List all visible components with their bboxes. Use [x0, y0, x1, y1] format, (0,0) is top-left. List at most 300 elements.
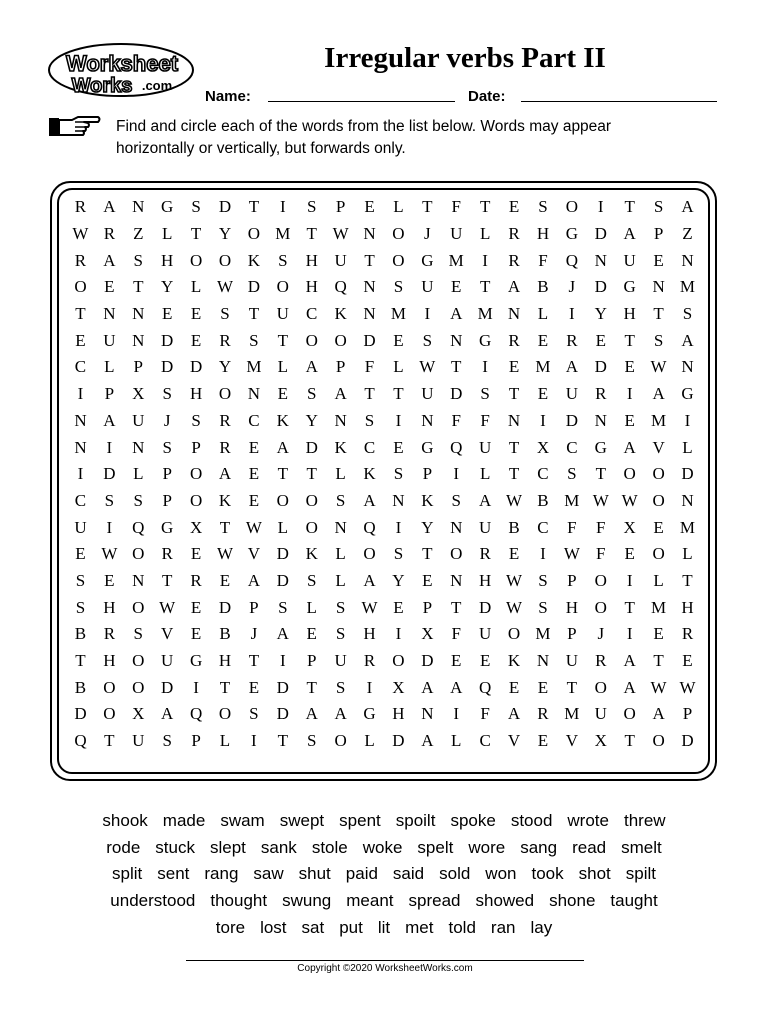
grid-letter[interactable]: E [479, 651, 491, 671]
grid-letter[interactable]: E [190, 624, 202, 644]
grid-letter[interactable]: E [624, 544, 635, 564]
grid-letter[interactable]: P [306, 651, 317, 671]
grid-letter[interactable]: V [565, 731, 578, 751]
grid-letter[interactable]: O [623, 464, 636, 484]
grid-letter[interactable]: S [451, 490, 461, 510]
grid-letter[interactable]: U [132, 410, 145, 430]
grid-letter[interactable]: T [219, 677, 231, 697]
grid-letter[interactable]: I [569, 304, 575, 324]
grid-letter[interactable]: T [393, 384, 404, 404]
grid-letter[interactable]: D [363, 330, 376, 350]
grid-letter[interactable]: W [679, 677, 696, 697]
grid-letter[interactable]: O [132, 651, 145, 671]
grid-letter[interactable]: L [537, 304, 549, 324]
grid-letter[interactable]: S [75, 570, 86, 590]
grid-letter[interactable]: P [422, 464, 433, 484]
grid-letter[interactable]: E [624, 357, 635, 377]
grid-letter[interactable]: T [306, 464, 317, 484]
grid-letter[interactable]: M [679, 517, 696, 537]
grid-letter[interactable]: W [245, 517, 262, 537]
grid-letter[interactable]: B [508, 517, 520, 537]
grid-letter[interactable]: D [681, 731, 694, 751]
grid-letter[interactable]: O [276, 277, 289, 297]
grid-letter[interactable]: V [161, 624, 174, 644]
grid-letter[interactable]: C [479, 731, 491, 751]
grid-letter[interactable]: I [626, 384, 633, 404]
grid-letter[interactable]: I [106, 437, 113, 457]
grid-letter[interactable]: E [422, 570, 433, 590]
grid-letter[interactable]: S [162, 384, 172, 404]
grid-letter[interactable]: L [219, 731, 231, 751]
grid-letter[interactable]: S [306, 197, 317, 217]
grid-letter[interactable]: D [681, 464, 694, 484]
grid-letter[interactable]: T [306, 224, 317, 244]
grid-letter[interactable]: T [190, 224, 202, 244]
grid-letter[interactable]: M [564, 490, 580, 510]
grid-letter[interactable]: A [652, 384, 665, 404]
grid-letter[interactable]: I [626, 570, 633, 590]
grid-letter[interactable]: W [506, 490, 523, 510]
grid-letter[interactable]: L [393, 357, 404, 377]
grid-letter[interactable]: I [395, 624, 402, 644]
grid-letter[interactable]: G [189, 651, 203, 671]
grid-letter[interactable]: E [451, 651, 462, 671]
grid-letter[interactable]: E [508, 357, 520, 377]
grid-letter[interactable]: G [623, 277, 636, 297]
grid-letter[interactable]: R [479, 544, 491, 564]
grid-letter[interactable]: E [595, 330, 606, 350]
grid-letter[interactable]: N [536, 651, 550, 671]
grid-letter[interactable]: D [565, 410, 578, 430]
grid-letter[interactable]: N [594, 250, 607, 270]
grid-letter[interactable]: T [104, 731, 115, 751]
grid-letter[interactable]: I [77, 464, 84, 484]
grid-letter[interactable]: T [451, 357, 462, 377]
grid-letter[interactable]: A [507, 704, 521, 724]
grid-letter[interactable]: S [162, 731, 172, 751]
grid-letter[interactable]: L [479, 464, 491, 484]
grid-letter[interactable]: J [597, 624, 605, 644]
grid-letter[interactable]: N [132, 330, 145, 350]
grid-letter[interactable]: E [190, 330, 202, 350]
grid-letter[interactable]: K [218, 490, 232, 510]
grid-letter[interactable]: T [653, 651, 664, 671]
grid-letter[interactable]: L [306, 597, 317, 617]
grid-letter[interactable]: T [306, 677, 317, 697]
grid-letter[interactable]: J [250, 624, 258, 644]
grid-letter[interactable]: D [276, 570, 289, 590]
grid-letter[interactable]: D [161, 330, 174, 350]
grid-letter[interactable]: Y [594, 304, 607, 324]
grid-letter[interactable]: S [306, 731, 317, 751]
grid-letter[interactable]: N [334, 517, 347, 537]
grid-letter[interactable]: F [567, 517, 577, 537]
grid-letter[interactable]: N [363, 224, 376, 244]
grid-letter[interactable]: H [189, 384, 203, 404]
grid-letter[interactable]: T [422, 544, 433, 564]
grid-letter[interactable]: D [74, 704, 87, 724]
grid-letter[interactable]: Z [682, 224, 693, 244]
grid-letter[interactable]: E [682, 651, 693, 671]
grid-letter[interactable]: F [451, 410, 461, 430]
grid-letter[interactable]: S [191, 410, 201, 430]
grid-letter[interactable]: C [248, 410, 260, 430]
grid-letter[interactable]: O [334, 731, 347, 751]
grid-letter[interactable]: F [364, 357, 375, 377]
grid-letter[interactable]: P [191, 437, 201, 457]
grid-letter[interactable]: S [335, 624, 346, 644]
grid-letter[interactable]: N [421, 704, 434, 724]
grid-letter[interactable]: K [305, 544, 318, 564]
grid-letter[interactable]: T [508, 464, 520, 484]
grid-letter[interactable]: O [334, 330, 347, 350]
grid-letter[interactable]: T [479, 197, 491, 217]
grid-letter[interactable]: D [594, 224, 607, 244]
grid-letter[interactable]: A [421, 731, 434, 751]
grid-letter[interactable]: L [277, 357, 288, 377]
grid-letter[interactable]: S [538, 570, 548, 590]
grid-letter[interactable]: N [132, 437, 145, 457]
grid-letter[interactable]: E [537, 677, 549, 697]
grid-letter[interactable]: L [335, 570, 346, 590]
grid-letter[interactable]: I [684, 410, 691, 430]
grid-letter[interactable]: A [247, 570, 261, 590]
grid-letter[interactable]: V [507, 731, 521, 751]
grid-letter[interactable]: R [363, 651, 376, 671]
grid-letter[interactable]: P [682, 704, 693, 724]
grid-letter[interactable]: Q [74, 731, 87, 751]
grid-letter[interactable]: E [248, 490, 260, 510]
grid-letter[interactable]: S [306, 384, 317, 404]
grid-letter[interactable]: N [450, 517, 463, 537]
grid-letter[interactable]: S [335, 597, 346, 617]
grid-letter[interactable]: T [595, 464, 606, 484]
grid-letter[interactable]: I [482, 357, 488, 377]
grid-letter[interactable]: Q [363, 517, 376, 537]
grid-letter[interactable]: T [624, 597, 635, 617]
grid-letter[interactable]: W [361, 597, 378, 617]
grid-letter[interactable]: O [594, 677, 607, 697]
grid-letter[interactable]: N [681, 250, 694, 270]
grid-letter[interactable]: P [567, 570, 577, 590]
grid-letter[interactable]: T [451, 597, 462, 617]
grid-letter[interactable]: W [506, 597, 523, 617]
grid-letter[interactable]: D [161, 677, 174, 697]
grid-letter[interactable]: R [219, 437, 231, 457]
grid-letter[interactable]: O [276, 490, 289, 510]
grid-letter[interactable]: J [424, 224, 431, 244]
grid-letter[interactable]: E [75, 544, 86, 564]
grid-letter[interactable]: I [453, 704, 460, 724]
grid-letter[interactable]: A [652, 704, 665, 724]
grid-letter[interactable]: N [132, 304, 145, 324]
grid-letter[interactable]: G [161, 197, 174, 217]
grid-letter[interactable]: A [450, 304, 463, 324]
grid-letter[interactable]: W [650, 357, 667, 377]
grid-letter[interactable]: R [219, 410, 231, 430]
grid-letter[interactable]: I [424, 304, 431, 324]
grid-letter[interactable]: N [681, 357, 694, 377]
grid-letter[interactable]: O [594, 597, 607, 617]
grid-letter[interactable]: I [366, 677, 373, 697]
grid-letter[interactable]: R [681, 624, 694, 644]
grid-letter[interactable]: T [479, 277, 491, 297]
grid-letter[interactable]: G [161, 517, 174, 537]
grid-letter[interactable]: I [251, 731, 257, 751]
grid-letter[interactable]: X [421, 624, 434, 644]
grid-letter[interactable]: E [190, 304, 202, 324]
grid-letter[interactable]: V [247, 544, 261, 564]
grid-letter[interactable]: A [565, 357, 578, 377]
grid-letter[interactable]: C [74, 490, 87, 510]
grid-letter[interactable]: N [421, 410, 434, 430]
grid-letter[interactable]: E [451, 277, 462, 297]
grid-letter[interactable]: N [681, 490, 694, 510]
grid-letter[interactable]: O [392, 224, 405, 244]
grid-letter[interactable]: O [218, 384, 232, 404]
grid-letter[interactable]: B [537, 490, 549, 510]
grid-letter[interactable]: H [161, 250, 174, 270]
grid-letter[interactable]: S [249, 704, 259, 724]
grid-letter[interactable]: O [652, 464, 665, 484]
grid-letter[interactable]: O [103, 704, 116, 724]
grid-letter[interactable]: E [393, 437, 404, 457]
grid-letter[interactable]: Y [305, 410, 318, 430]
grid-letter[interactable]: D [392, 731, 405, 751]
grid-letter[interactable]: S [278, 250, 288, 270]
grid-letter[interactable]: D [218, 597, 232, 617]
grid-letter[interactable]: S [75, 597, 86, 617]
grid-letter[interactable]: B [74, 677, 87, 697]
grid-letter[interactable]: A [218, 464, 232, 484]
grid-letter[interactable]: P [104, 384, 115, 404]
grid-letter[interactable]: K [276, 410, 289, 430]
grid-letter[interactable]: S [653, 330, 664, 350]
grid-letter[interactable]: P [162, 464, 172, 484]
grid-letter[interactable]: S [133, 490, 143, 510]
grid-letter[interactable]: A [103, 197, 116, 217]
grid-letter[interactable]: O [132, 677, 145, 697]
grid-letter[interactable]: O [305, 517, 318, 537]
grid-letter[interactable]: K [421, 490, 434, 510]
grid-letter[interactable]: E [653, 250, 664, 270]
grid-letter[interactable]: N [74, 410, 87, 430]
grid-letter[interactable]: Q [132, 517, 145, 537]
grid-letter[interactable]: H [623, 304, 636, 324]
grid-letter[interactable]: T [248, 304, 260, 324]
grid-letter[interactable]: E [190, 544, 202, 564]
grid-letter[interactable]: K [363, 464, 376, 484]
grid-letter[interactable]: W [592, 490, 609, 510]
grid-letter[interactable]: M [246, 357, 262, 377]
grid-letter[interactable]: H [392, 704, 405, 724]
grid-letter[interactable]: P [335, 197, 346, 217]
grid-letter[interactable]: O [132, 544, 145, 564]
grid-letter[interactable]: G [421, 250, 434, 270]
grid-letter[interactable]: T [624, 197, 635, 217]
grid-letter[interactable]: A [623, 651, 636, 671]
grid-letter[interactable]: A [161, 704, 174, 724]
grid-letter[interactable]: R [103, 224, 116, 244]
grid-letter[interactable]: T [133, 277, 144, 297]
grid-letter[interactable]: N [450, 570, 463, 590]
grid-letter[interactable]: M [448, 250, 464, 270]
grid-letter[interactable]: N [392, 490, 405, 510]
grid-letter[interactable]: A [334, 384, 347, 404]
grid-letter[interactable]: X [132, 384, 145, 404]
grid-letter[interactable]: F [480, 410, 490, 430]
grid-letter[interactable]: S [335, 490, 346, 510]
grid-letter[interactable]: E [306, 624, 317, 644]
grid-letter[interactable]: T [653, 304, 664, 324]
grid-letter[interactable]: L [335, 464, 346, 484]
grid-letter[interactable]: A [334, 704, 347, 724]
grid-letter[interactable]: O [305, 490, 318, 510]
grid-letter[interactable]: X [132, 704, 145, 724]
grid-letter[interactable]: G [594, 437, 607, 457]
grid-letter[interactable]: D [276, 544, 289, 564]
grid-letter[interactable]: W [506, 570, 523, 590]
grid-letter[interactable]: Y [392, 570, 405, 590]
grid-letter[interactable]: O [652, 731, 665, 751]
grid-letter[interactable]: X [594, 731, 607, 751]
grid-letter[interactable]: M [535, 357, 551, 377]
grid-letter[interactable]: P [335, 357, 346, 377]
grid-letter[interactable]: S [104, 490, 115, 510]
grid-letter[interactable]: S [162, 437, 172, 457]
grid-letter[interactable]: D [247, 277, 261, 297]
grid-letter[interactable]: S [393, 464, 404, 484]
grid-letter[interactable]: A [623, 677, 636, 697]
grid-letter[interactable]: N [334, 410, 347, 430]
grid-letter[interactable]: E [508, 677, 520, 697]
grid-letter[interactable]: T [277, 731, 288, 751]
grid-letter[interactable]: D [276, 677, 289, 697]
grid-letter[interactable]: T [508, 384, 520, 404]
grid-letter[interactable]: A [305, 704, 318, 724]
grid-letter[interactable]: P [133, 357, 143, 377]
grid-letter[interactable]: U [565, 651, 578, 671]
grid-letter[interactable]: G [681, 384, 694, 404]
grid-letter[interactable]: P [191, 731, 201, 751]
grid-letter[interactable]: H [565, 597, 578, 617]
grid-letter[interactable]: I [279, 651, 286, 671]
grid-letter[interactable]: O [103, 677, 116, 697]
grid-letter[interactable]: T [624, 731, 635, 751]
grid-letter[interactable]: W [101, 544, 118, 564]
grid-letter[interactable]: R [161, 544, 173, 564]
grid-letter[interactable]: T [682, 570, 693, 590]
grid-letter[interactable]: R [219, 330, 231, 350]
grid-letter[interactable]: U [565, 384, 578, 404]
grid-letter[interactable]: Q [479, 677, 492, 697]
grid-letter[interactable]: S [393, 277, 404, 297]
grid-letter[interactable]: G [479, 330, 492, 350]
grid-letter[interactable]: D [479, 597, 492, 617]
grid-letter[interactable]: W [650, 677, 667, 697]
grid-letter[interactable]: A [507, 277, 521, 297]
grid-letter[interactable]: N [507, 410, 521, 430]
grid-letter[interactable]: Q [189, 704, 203, 724]
grid-letter[interactable]: H [305, 250, 318, 270]
grid-letter[interactable]: H [103, 597, 116, 617]
grid-letter[interactable]: S [567, 464, 577, 484]
grid-letter[interactable]: X [189, 517, 203, 537]
grid-letter[interactable]: D [103, 464, 116, 484]
grid-letter[interactable]: Q [334, 277, 347, 297]
grid-letter[interactable]: G [421, 437, 434, 457]
grid-letter[interactable]: L [682, 437, 693, 457]
grid-letter[interactable]: W [563, 544, 580, 564]
grid-letter[interactable]: H [536, 224, 550, 244]
grid-letter[interactable]: O [218, 250, 232, 270]
grid-letter[interactable]: A [623, 437, 636, 457]
grid-letter[interactable]: L [277, 517, 288, 537]
grid-letter[interactable]: A [276, 624, 289, 644]
grid-letter[interactable]: R [566, 330, 578, 350]
grid-letter[interactable]: O [218, 704, 232, 724]
grid-letter[interactable]: O [392, 651, 405, 671]
grid-letter[interactable]: X [392, 677, 405, 697]
grid-letter[interactable]: C [74, 357, 87, 377]
grid-letter[interactable]: A [681, 330, 694, 350]
grid-letter[interactable]: F [538, 250, 548, 270]
grid-letter[interactable]: A [421, 677, 434, 697]
grid-letter[interactable]: U [479, 517, 492, 537]
grid-letter[interactable]: E [104, 277, 115, 297]
grid-letter[interactable]: P [162, 490, 172, 510]
grid-letter[interactable]: U [334, 651, 347, 671]
grid-letter[interactable]: E [248, 464, 260, 484]
grid-letter[interactable]: A [103, 410, 116, 430]
grid-letter[interactable]: B [537, 277, 549, 297]
grid-letter[interactable]: O [189, 464, 203, 484]
grid-letter[interactable]: E [277, 384, 288, 404]
grid-letter[interactable]: E [537, 330, 549, 350]
grid-letter[interactable]: U [276, 304, 289, 324]
grid-letter[interactable]: H [218, 651, 232, 671]
grid-letter[interactable]: V [652, 437, 665, 457]
grid-letter[interactable]: C [537, 517, 549, 537]
grid-letter[interactable]: U [623, 250, 636, 270]
grid-letter[interactable]: R [508, 250, 520, 270]
grid-letter[interactable]: T [422, 197, 433, 217]
grid-letter[interactable]: L [451, 731, 462, 751]
grid-letter[interactable]: G [363, 704, 376, 724]
grid-letter[interactable]: W [72, 224, 89, 244]
grid-letter[interactable]: C [566, 437, 578, 457]
grid-letter[interactable]: S [191, 197, 201, 217]
grid-letter[interactable]: U [421, 277, 434, 297]
grid-letter[interactable]: O [565, 197, 578, 217]
grid-letter[interactable]: S [393, 544, 404, 564]
grid-letter[interactable]: K [507, 651, 521, 671]
grid-letter[interactable]: R [595, 384, 607, 404]
grid-letter[interactable]: Z [133, 224, 144, 244]
grid-letter[interactable]: R [74, 250, 87, 270]
grid-letter[interactable]: R [508, 224, 520, 244]
grid-letter[interactable]: S [538, 597, 548, 617]
grid-letter[interactable]: A [305, 357, 318, 377]
grid-letter[interactable]: T [508, 437, 520, 457]
grid-letter[interactable]: F [480, 704, 490, 724]
grid-letter[interactable]: O [623, 704, 636, 724]
grid-letter[interactable]: E [248, 677, 260, 697]
grid-letter[interactable]: E [219, 570, 231, 590]
grid-letter[interactable]: S [133, 250, 143, 270]
grid-letter[interactable]: M [651, 597, 667, 617]
grid-letter[interactable]: W [159, 597, 176, 617]
